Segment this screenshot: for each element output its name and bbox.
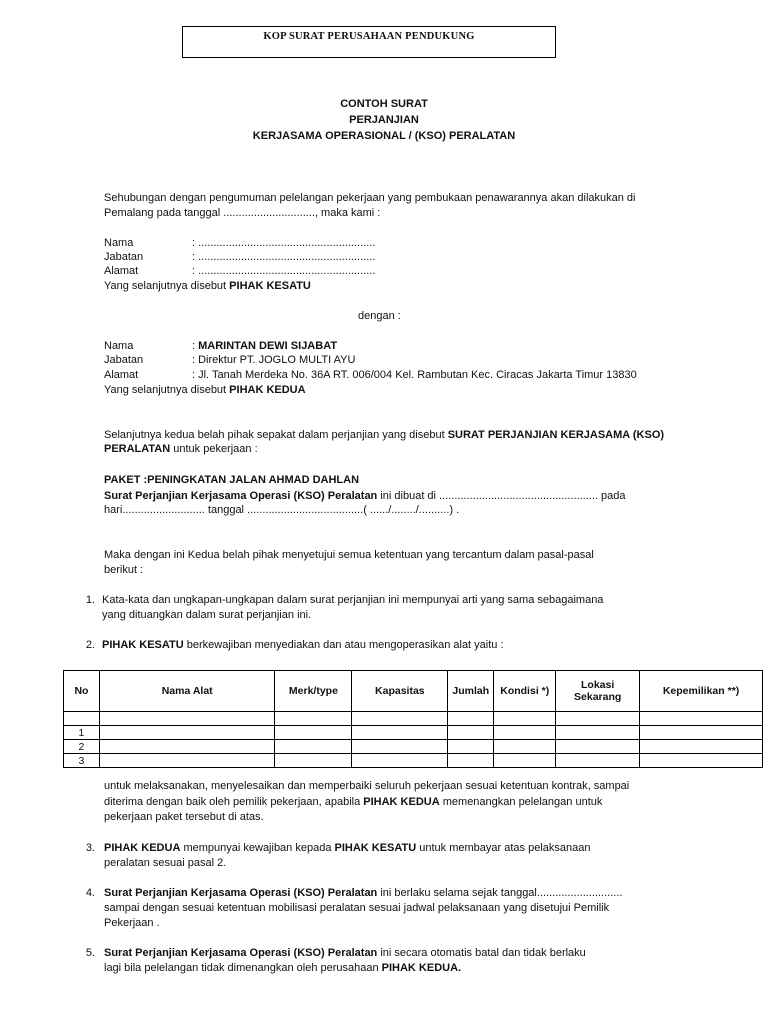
party2-address-value: : Jl. Tanah Merdeka No. 36A RT. 006/004 Kel. Rambutan Kec. Ciracas Jakarta Timur 13830: [192, 369, 637, 381]
party2-name-label: Nama: [104, 340, 134, 352]
table-cell: [352, 740, 448, 754]
item5-line-2: [104, 962, 461, 974]
table-cell: [99, 740, 275, 754]
table-cell: [352, 754, 448, 768]
item4-number: 4.: [85, 887, 95, 899]
header-kepemilikan: Kepemilikan **): [640, 671, 763, 712]
table-cell-no: [64, 712, 100, 726]
agreement-name-cont: PERALATAN: [104, 443, 171, 455]
item5-text: ini secara otomatis batal dan tidak berlaku: [377, 947, 586, 959]
item4-bold: Surat Perjanjian Kerjasama Operasi (KSO) Peralatan: [104, 887, 378, 899]
agreement-name: SURAT PERJANJIAN KERJASAMA (KSO): [447, 429, 665, 441]
party1-called: [104, 280, 311, 292]
after-table-bold: PIHAK KEDUA: [363, 796, 440, 808]
item5-bold: Surat Perjanjian Kerjasama Operasi (KSO) Peralatan: [104, 947, 378, 959]
table-cell: [448, 712, 494, 726]
table-header-row: [64, 671, 763, 712]
item5-number: 5.: [85, 947, 95, 959]
item1-line-2: yang dituangkan dalam surat perjanjian ini.: [102, 609, 312, 621]
table-row: [64, 754, 763, 768]
table-cell: [448, 726, 494, 740]
made-at-line-1: [104, 490, 626, 502]
table-cell: [352, 726, 448, 740]
table-cell: [556, 740, 640, 754]
table-cell-no: 1: [64, 726, 100, 740]
item5-line-2-text: lagi bila pelelangan tidak dimenangkan oleh perusahaan: [104, 962, 382, 974]
table-row: [64, 712, 763, 726]
table-cell: [448, 754, 494, 768]
party1-address-value: : ..........................................................: [192, 265, 376, 277]
item4-line-2: sampai dengan sesuai ketentuan mobilisasi peralatan sesuai jadwal pelaksanaan yang disetujui Pemilik: [104, 902, 610, 914]
made-at-line-2: hari........................... tanggal ......................................( ....../......../..........) .: [104, 504, 460, 516]
party1-position-label: Jabatan: [104, 251, 144, 263]
item4-line-1: [104, 887, 622, 899]
item4-text: ini berlaku selama sejak tanggal............................: [377, 887, 623, 899]
header-kondisi: Kondisi *): [494, 671, 556, 712]
item5-line-1: [104, 947, 586, 959]
letterhead-box: [182, 26, 556, 58]
table-row: [64, 740, 763, 754]
item3-text-1: mempunyai kewajiban kepada: [180, 842, 335, 854]
item2-number: 2.: [85, 639, 95, 651]
letterhead-text: KOP SURAT PERUSAHAAN PENDUKUNG: [263, 31, 475, 42]
agree-all-line-1: Maka dengan ini Kedua belah pihak menyetujui semua ketentuan yang tercantum dalam pasal-pasal: [104, 549, 594, 561]
table-cell: [494, 740, 556, 754]
table-cell-no: 3: [64, 754, 100, 768]
item2-text: berkewajiban menyediakan dan atau mengoperasikan alat yaitu :: [183, 639, 504, 651]
item2-line: [102, 639, 504, 651]
table-cell: [640, 712, 763, 726]
item3-line-2: peralatan sesuai pasal 2.: [104, 857, 227, 869]
table-cell: [275, 712, 352, 726]
agreement-line-1: [104, 429, 664, 441]
table-row: [64, 726, 763, 740]
table-cell: [352, 712, 448, 726]
party1-name-label: Nama: [104, 237, 134, 249]
header-no: No: [64, 671, 100, 712]
party2-address-label: Alamat: [104, 369, 139, 381]
party2-called-text: Yang selanjutnya disebut: [104, 384, 230, 396]
item3-number: 3.: [85, 842, 95, 854]
after-table-line-3: pekerjaan paket tersebut di atas.: [104, 811, 264, 823]
party2-called-name: PIHAK KEDUA: [229, 384, 306, 396]
table-cell: [640, 740, 763, 754]
header-merk-type: Merk/type: [275, 671, 352, 712]
table-cell: [556, 726, 640, 740]
table-cell: [99, 726, 275, 740]
intro-line-2: Pemalang pada tanggal .............................., maka kami :: [104, 207, 381, 219]
party1-position-value: : ..........................................................: [192, 251, 376, 263]
title-line-3: KERJASAMA OPERASIONAL / (KSO) PERALATAN: [252, 130, 516, 142]
table-cell: [275, 726, 352, 740]
party2-called: [104, 384, 306, 396]
item4-line-3: Pekerjaan .: [104, 917, 160, 929]
equipment-table: [63, 670, 763, 768]
after-table-line-1: untuk melaksanakan, menyelesaikan dan memperbaiki seluruh pekerjaan sesuai ketentuan kontrak, sampai: [104, 780, 630, 792]
item3-line-1: [104, 842, 590, 854]
party2-position-label: Jabatan: [104, 354, 144, 366]
after-table-line-2: [104, 796, 602, 808]
item1-number: 1.: [85, 594, 95, 606]
header-jumlah: Jumlah: [448, 671, 494, 712]
intro-line-1: Sehubungan dengan pengumuman pelelangan pekerjaan yang pembukaan penawarannya akan dilakukan di: [104, 192, 636, 204]
table-cell: [275, 740, 352, 754]
after-table-line-2-text: diterima dengan baik oleh pemilik pekerjaan, apabila: [104, 796, 364, 808]
item1-line-1: Kata-kata dan ungkapan-ungkapan dalam surat perjanjian ini mempunyai arti yang sama sebagaimana: [102, 594, 604, 606]
item3-bold-2: PIHAK KESATU: [334, 842, 417, 854]
table-cell: [99, 712, 275, 726]
title-line-2: PERJANJIAN: [349, 114, 419, 126]
party1-address-label: Alamat: [104, 265, 139, 277]
table-cell: [556, 754, 640, 768]
table-cell: [275, 754, 352, 768]
party1-called-text: Yang selanjutnya disebut: [104, 280, 230, 292]
agreement-line-2-text: untuk pekerjaan :: [170, 443, 258, 455]
table-cell: [640, 754, 763, 768]
made-at-doc-name: Surat Perjanjian Kerjasama Operasi (KSO) Peralatan: [104, 490, 378, 502]
party2-name: [192, 340, 337, 352]
table-cell: [494, 754, 556, 768]
dengan-text: dengan :: [358, 310, 401, 322]
table-cell: [556, 712, 640, 726]
header-lokasi: Lokasi Sekarang: [556, 671, 640, 712]
agreement-line-2: [104, 443, 258, 455]
after-table-line-2-end: memenangkan pelelangan untuk: [439, 796, 603, 808]
header-kapasitas: Kapasitas: [352, 671, 448, 712]
table-cell: [494, 726, 556, 740]
package-title: PAKET :PENINGKATAN JALAN AHMAD DAHLAN: [104, 474, 360, 486]
table-cell: [448, 740, 494, 754]
item3-text-2: untuk membayar atas pelaksanaan: [416, 842, 591, 854]
table-cell: [494, 712, 556, 726]
title-line-1: CONTOH SURAT: [340, 98, 428, 110]
table-cell: [99, 754, 275, 768]
party2-position-value: : Direktur PT. JOGLO MULTI AYU: [192, 354, 356, 366]
table-cell-no: 2: [64, 740, 100, 754]
table-cell: [640, 726, 763, 740]
agree-all-line-2: berikut :: [104, 564, 144, 576]
agreement-line-1-text: Selanjutnya kedua belah pihak sepakat dalam perjanjian yang disebut: [104, 429, 448, 441]
party2-name-value: MARINTAN DEWI SIJABAT: [198, 340, 338, 352]
party1-name-value: : ..........................................................: [192, 237, 376, 249]
item2-bold: PIHAK KESATU: [102, 639, 184, 651]
made-at-line-1-text: ini dibuat di .................................................... pada: [377, 490, 626, 502]
party1-called-name: PIHAK KESATU: [229, 280, 311, 292]
header-nama-alat: Nama Alat: [99, 671, 275, 712]
item5-bold-end: PIHAK KEDUA.: [381, 962, 462, 974]
item3-bold-1: PIHAK KEDUA: [104, 842, 181, 854]
party2-name-prefix: :: [192, 340, 199, 352]
